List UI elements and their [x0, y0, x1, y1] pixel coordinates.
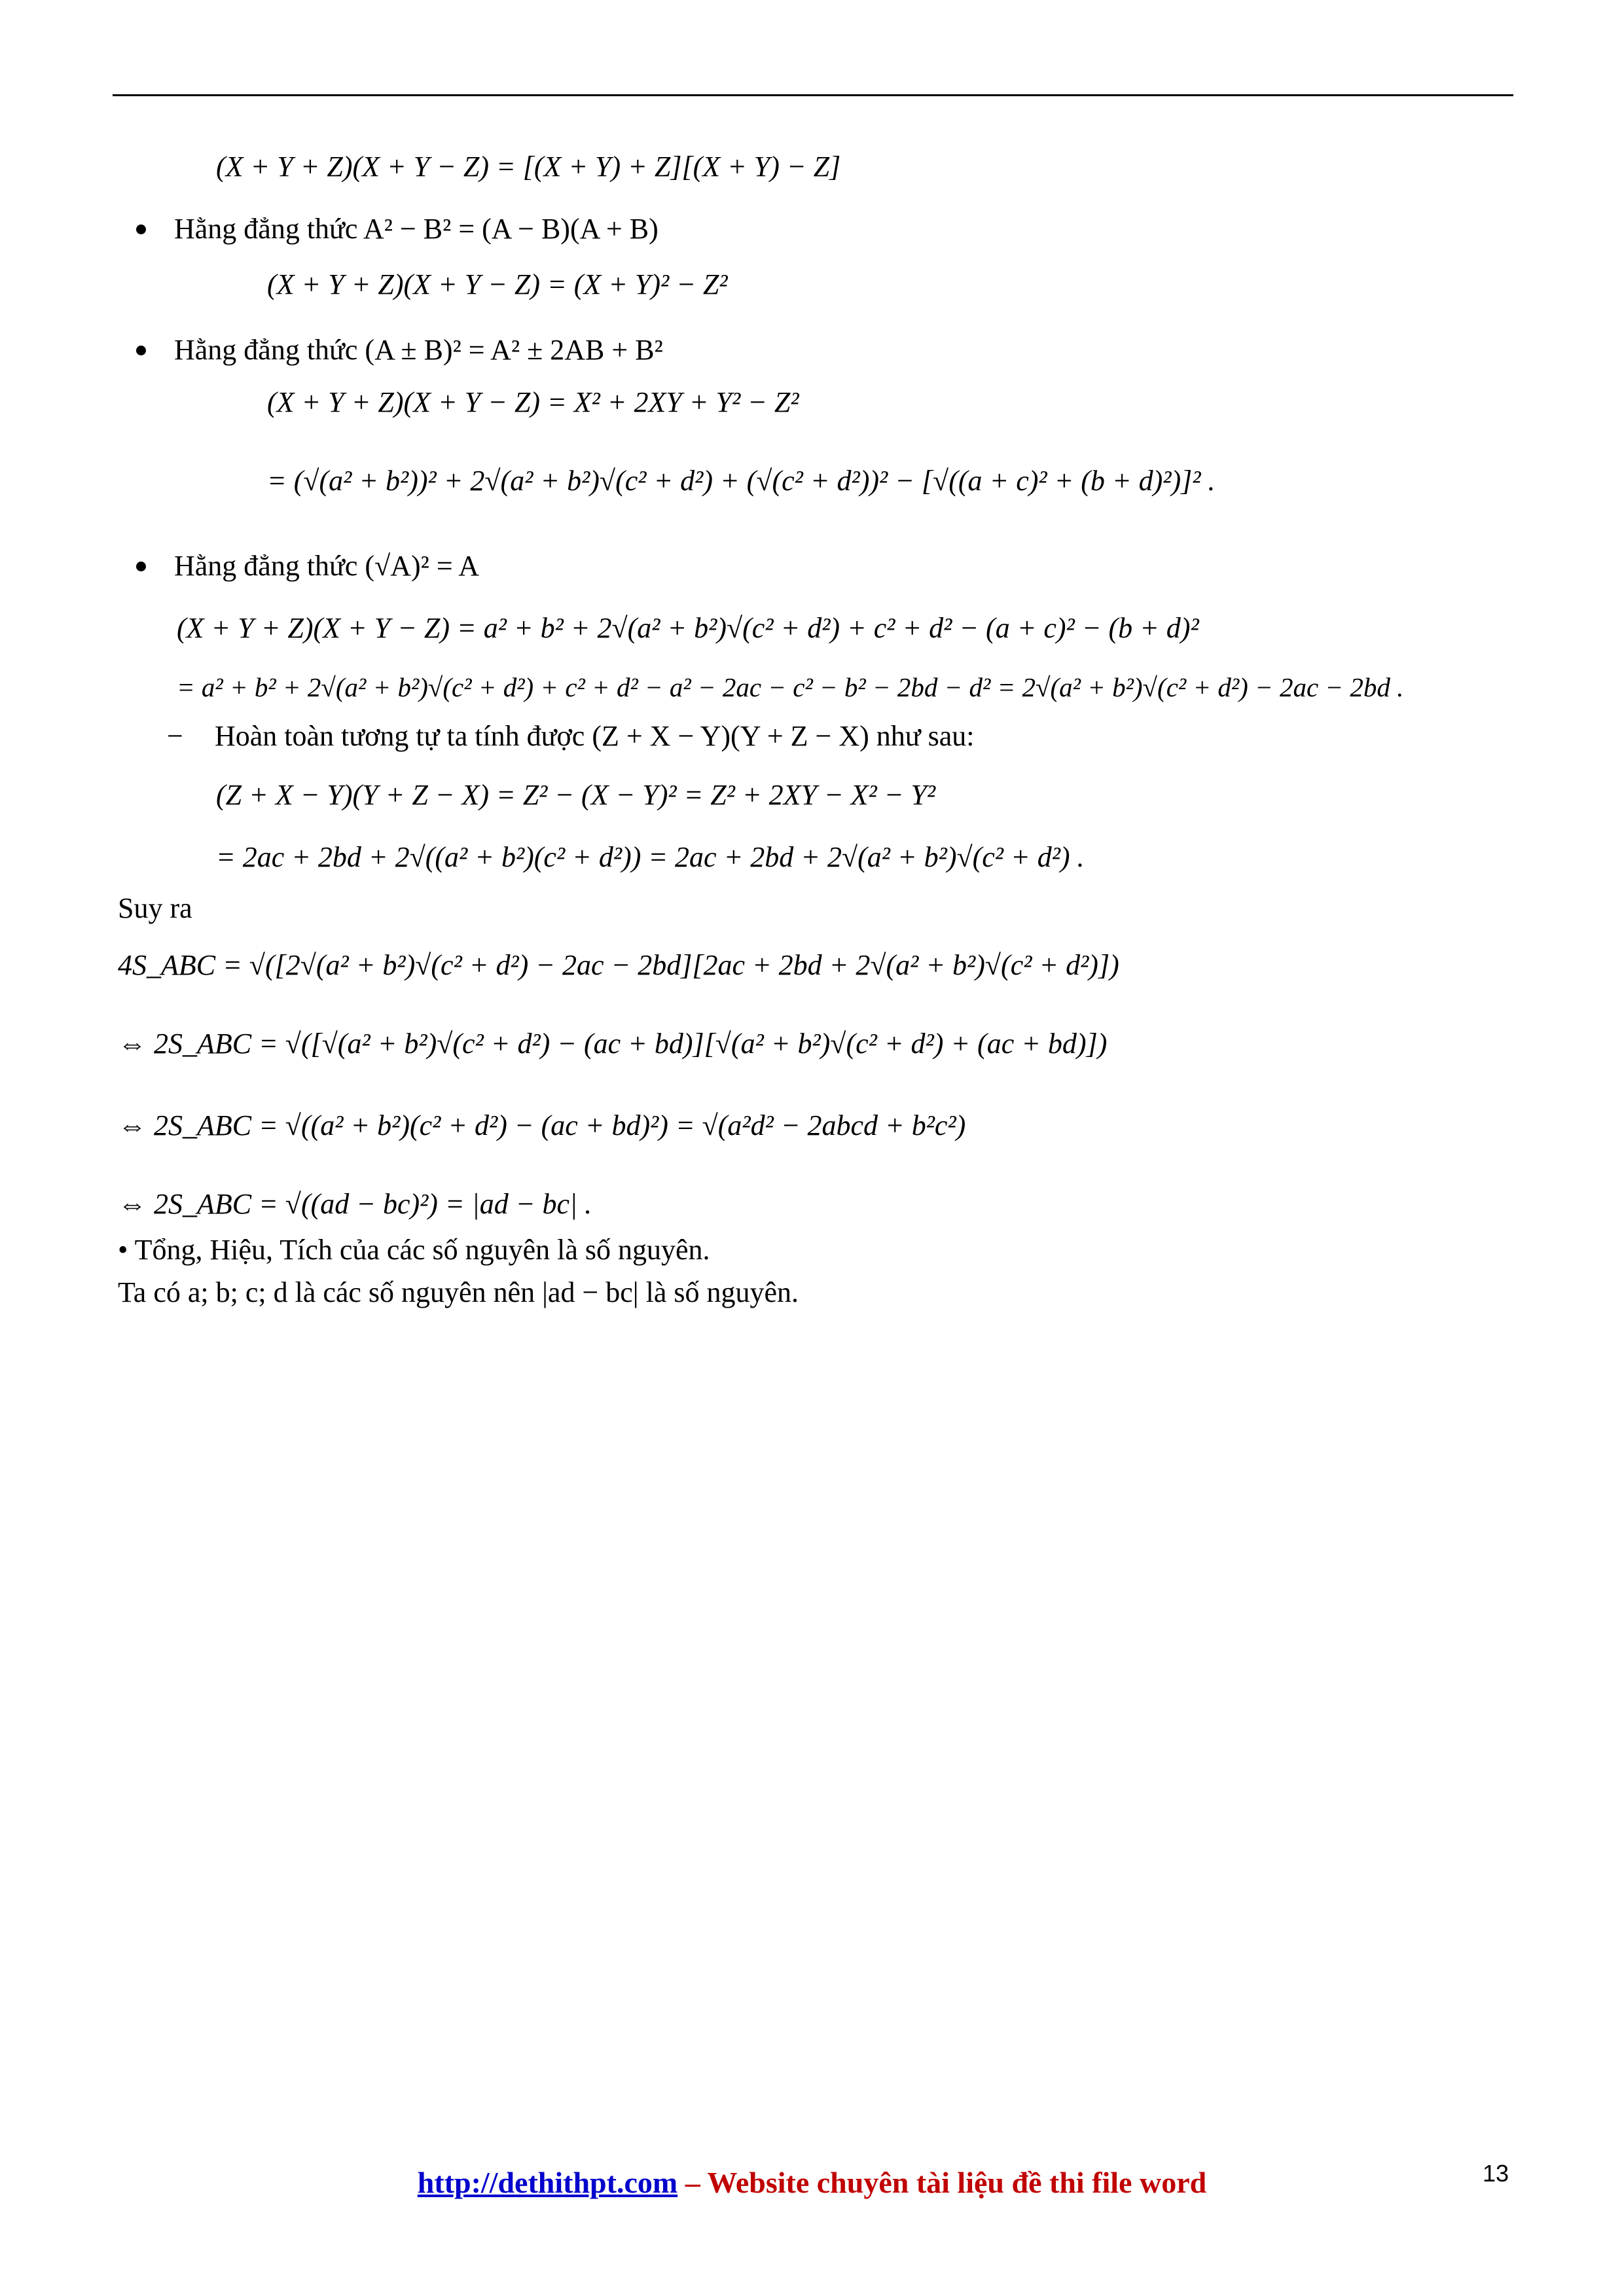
identity-line-1: Hằng đẳng thức A² − B² = (A − B)(A + B) [174, 213, 659, 245]
equation-line-2: (X + Y + Z)(X + Y − Z) = (X + Y)² − Z² [267, 268, 728, 300]
identity-line-2: Hằng đẳng thức (A ± B)² = A² ± 2AB + B² [174, 334, 663, 366]
equation-line-7: (Z + X − Y)(Y + Z − X) = Z² − (X − Y)² = Z² + 2XY − X² − Y² [216, 779, 936, 811]
equation-line-8: = 2ac + 2bd + 2√((a² + b²)(c² + d²)) = 2ac + 2bd + 2√(a² + b²)√(c² + d²) . [216, 841, 1085, 873]
dash-marker: − [167, 720, 183, 752]
bullet-icon [136, 224, 146, 234]
text-line-conclusion: Ta có a; b; c; d là các số nguyên nên |ad − bc| là số nguyên. [118, 1276, 799, 1308]
text-line-integers: • Tổng, Hiệu, Tích của các số nguyên là số nguyên. [118, 1234, 710, 1266]
identity-line-3: Hằng đẳng thức (√A)² = A [174, 550, 480, 582]
footer-separator: – [677, 2166, 708, 2199]
equation-line-5: (X + Y + Z)(X + Y − Z) = a² + b² + 2√(a² + b²)√(c² + d²) + c² + d² − (a + c)² − (b + d)² [177, 612, 1199, 644]
page-number: 13 [1483, 2160, 1509, 2187]
equation-line-9: 4S_ABC = √([2√(a² + b²)√(c² + d²) − 2ac − 2bd][2ac + 2bd + 2√(a² + b²)√(c² + d²)]) [118, 949, 1119, 981]
bullet-icon [136, 346, 146, 355]
page-footer [0, 2163, 1624, 2202]
equation-line-12: ⇔ 2S_ABC = √((ad − bc)²) = |ad − bc| . [118, 1188, 592, 1220]
footer-tagline: Website chuyên tài liệu đề thi file word [707, 2166, 1207, 2199]
text-line-therefore: Suy ra [118, 892, 192, 924]
bullet-icon [136, 562, 146, 571]
footer-link[interactable]: http://dethithpt.com [417, 2166, 678, 2199]
equation-line-6: = a² + b² + 2√(a² + b²)√(c² + d²) + c² + d² − a² − 2ac − c² − b² − 2bd − d² = 2√(a² + b²)√(c² + d²) − 2ac − 2bd . [177, 672, 1404, 702]
equation-line-11: ⇔ 2S_ABC = √((a² + b²)(c² + d²) − (ac + bd)²) = √(a²d² − 2abcd + b²c²) [118, 1109, 966, 1141]
equation-line-10: ⇔ 2S_ABC = √([√(a² + b²)√(c² + d²) − (ac + bd)][√(a² + b²)√(c² + d²) + (ac + bd)]) [118, 1028, 1108, 1060]
text-line-similar: Hoàn toàn tương tự ta tính được (Z + X − Y)(Y + Z − X) như sau: [215, 720, 975, 752]
equation-line-1: (X + Y + Z)(X + Y − Z) = [(X + Y) + Z][(X + Y) − Z] [216, 151, 841, 183]
header-rule [113, 94, 1513, 96]
equation-line-3: (X + Y + Z)(X + Y − Z) = X² + 2XY + Y² − Z² [267, 386, 799, 418]
equation-line-4: = (√(a² + b²))² + 2√(a² + b²)√(c² + d²) + (√(c² + d²))² − [√((a + c)² + (b + d)²)]² . [267, 465, 1216, 497]
